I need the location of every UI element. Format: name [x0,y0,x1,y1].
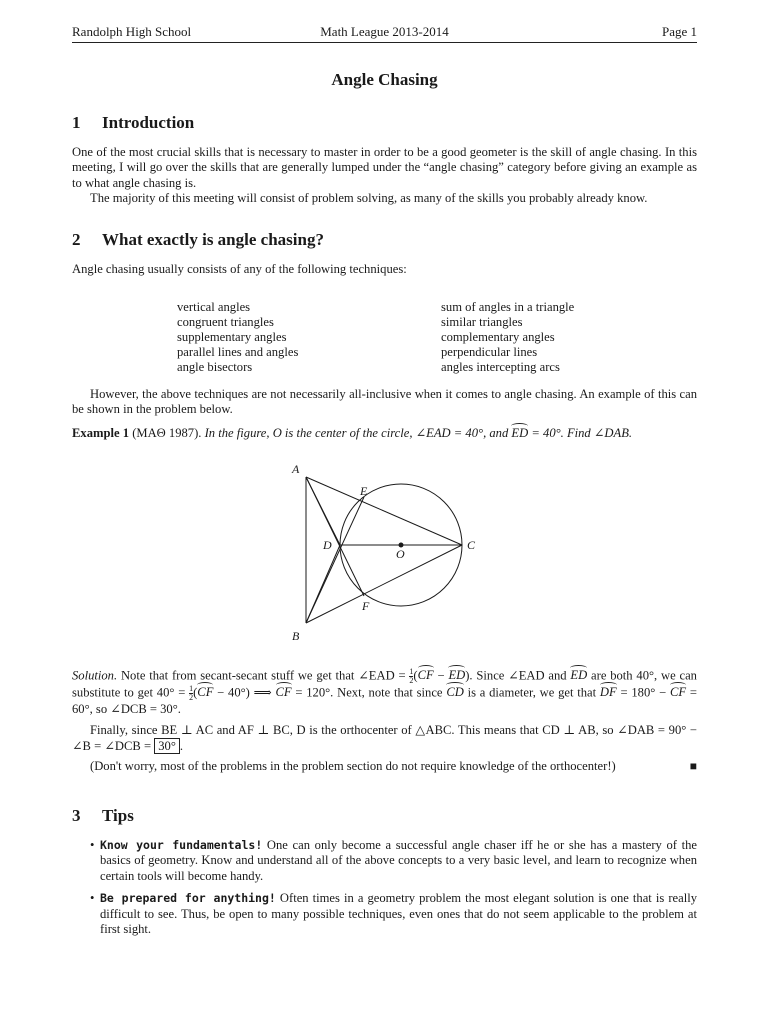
example-statement-a: In the figure, O is the center of the circle, ∠EAD = 40°, and [204,426,509,440]
solution-text: . [179,738,184,753]
label-b: B [292,629,300,643]
techniques-list-right [441,300,574,375]
technique-item: vertical angles [177,300,251,314]
section-title: What exactly is angle chasing? [102,230,324,249]
section-3-heading [72,806,134,826]
header-league: Math League 2013-2014 [320,24,449,39]
solution-text: = 120°. Next, note that since [295,685,443,700]
section-2-heading [72,230,324,250]
answer-box: 30° [154,738,180,754]
frac-num: 1 [409,667,414,676]
section-number: 2 [72,230,81,249]
example-label: Example 1 [72,426,130,440]
technique-item: similar triangles [441,315,523,329]
solution-text: Note that from secant-secant stuff we get that ∠EAD = [120,668,406,683]
technique-item: complementary angles [441,330,555,344]
frac-den: 2 [409,676,414,685]
arc-ed: ED [570,668,588,683]
techniques-after-text: However, the above techniques are not necessarily all-inclusive when it comes to angle chasing. An example of this can be shown in the problem below. [72,387,697,417]
arc-cf: CF [669,685,687,700]
segment-be [306,497,364,623]
technique-item: perpendicular lines [441,345,538,359]
section-1-heading [72,113,194,133]
section-title: Introduction [102,113,195,132]
arc-cf: CF [417,668,434,683]
header-school: Randolph High School [72,24,192,39]
frac-num: 1 [189,684,194,693]
techniques-lead-text: Angle chasing usually consists of any of the following techniques: [72,262,407,276]
technique-item: parallel lines and angles [177,345,299,359]
bullet: • [90,891,95,906]
solution-note: (Don't worry, most of the problems in the problem section do not require knowledge of the orthocenter!) [90,759,616,774]
header-page-number: Page 1 [661,24,697,39]
techniques-lead [72,262,697,277]
fraction-half [409,668,413,685]
solution-text: is a diameter, we get that [467,685,597,700]
technique-item: congruent triangles [177,315,274,329]
section-title: Tips [102,806,134,825]
label-a: A [292,462,300,476]
tip-heading: Know your fundamentals! [100,838,263,852]
techniques-list-left [177,300,298,375]
arc-ed: ED [448,668,466,683]
page-header [72,24,697,43]
tips-list [72,838,697,944]
example-statement-b: = 40°. Find ∠DAB. [531,426,633,440]
solution-text: are both 40°, we can substitute to get 40° = [72,668,697,700]
section-number: 1 [72,113,81,132]
technique-item: sum of angles in a triangle [441,300,575,314]
intro-paragraph-1: One of the most crucial skills that is necessary to master in order to be a good geometer is the skill of angle chasing. In this meeting, I will go over the skills that are generally lumped under the “angle chasing” category before giving an example as to what angle chasing is. [72,145,697,190]
solution-text: ). Since ∠EAD and [465,668,567,683]
solution-block: Solution. Note that from secant-secant stuff we get that ∠EAD = $\frac{1}{2}$ (CF − ED). Since ∠EAD and ED are both 40°, we can substitute to get 40° = $\frac{1}{2}$ (CF − 40°) ⟹ CF = 120°. Next, note that since CD is a diameter, we get that DF = 180° − CF = 60°, so ∠DCB = 30°. Finally, since BE ⊥ AC and AF ⊥ BC, D is the orthocenter of △ABC. This means that CD ⊥ AB, so ∠DAB = 90° − ∠B = ∠DCB = 30° . (Don't worry, most of the problems in the problem section do not require knowledge of the orthocenter!) ■ [72,667,697,774]
intro-block [72,145,697,207]
arc-cd: CD [446,685,464,700]
label-d: D [323,538,332,552]
document-page [72,0,697,1024]
solution-orthocenter-text: Finally, since BE ⊥ AC and AF ⊥ BC, D is the orthocenter of △ABC. This means that CD ⊥ AB, so ∠DAB = 90° − ∠B = ∠DCB = [72,723,697,753]
tip-heading: Be prepared for anything! [100,891,276,906]
arc-cf: CF [197,685,214,700]
tip-text: Often times in a geometry problem the most elegant solution is one that is really difficult to see. Thus, be open to many possible techniques, even ones that do not seem applicable to the problem at first sight. [100,891,698,937]
section-number: 3 [72,806,81,825]
frac-den: 2 [189,693,194,702]
example-source: (MAΘ 1987). [132,426,202,440]
segment-af [306,477,364,596]
example-1 [72,426,697,441]
techniques-after [72,387,697,418]
solution-text: − 40°) ⟹ [217,685,272,700]
technique-item: angle bisectors [177,360,253,374]
qed-symbol: ■ [689,759,697,774]
solution-label: Solution. [72,668,118,683]
label-o: O [396,547,405,561]
technique-item: angles intercepting arcs [441,360,560,374]
label-f: F [362,599,370,613]
solution-text: = 180° − [620,685,667,700]
arc-cf: CF [275,685,292,700]
geometry-figure [282,460,542,650]
intro-paragraph-2: The majority of this meeting will consist of problem solving, as many of the skills you probably already know. [90,191,648,206]
arc-df: DF [599,685,617,700]
segment-bc [306,545,462,623]
fraction-half [189,685,193,702]
tip-text: One can only become a successful angle chaser iff he or she has a mastery of the basics of geometry. Know and understand all of the above concepts to a very basic level, and learn to recognize when certain tools will become handy. [100,838,697,883]
technique-item: supplementary angles [177,330,287,344]
arc-ed: ED [511,426,529,440]
bullet: • [90,838,95,852]
label-e: E [360,484,368,498]
list-item [72,838,697,884]
label-c: C [467,538,476,552]
solution-text: = 60°, so ∠DCB = 30°. [72,685,697,716]
list-item [72,891,697,937]
document-title: Angle Chasing [331,70,438,89]
segment-ac [306,477,462,545]
